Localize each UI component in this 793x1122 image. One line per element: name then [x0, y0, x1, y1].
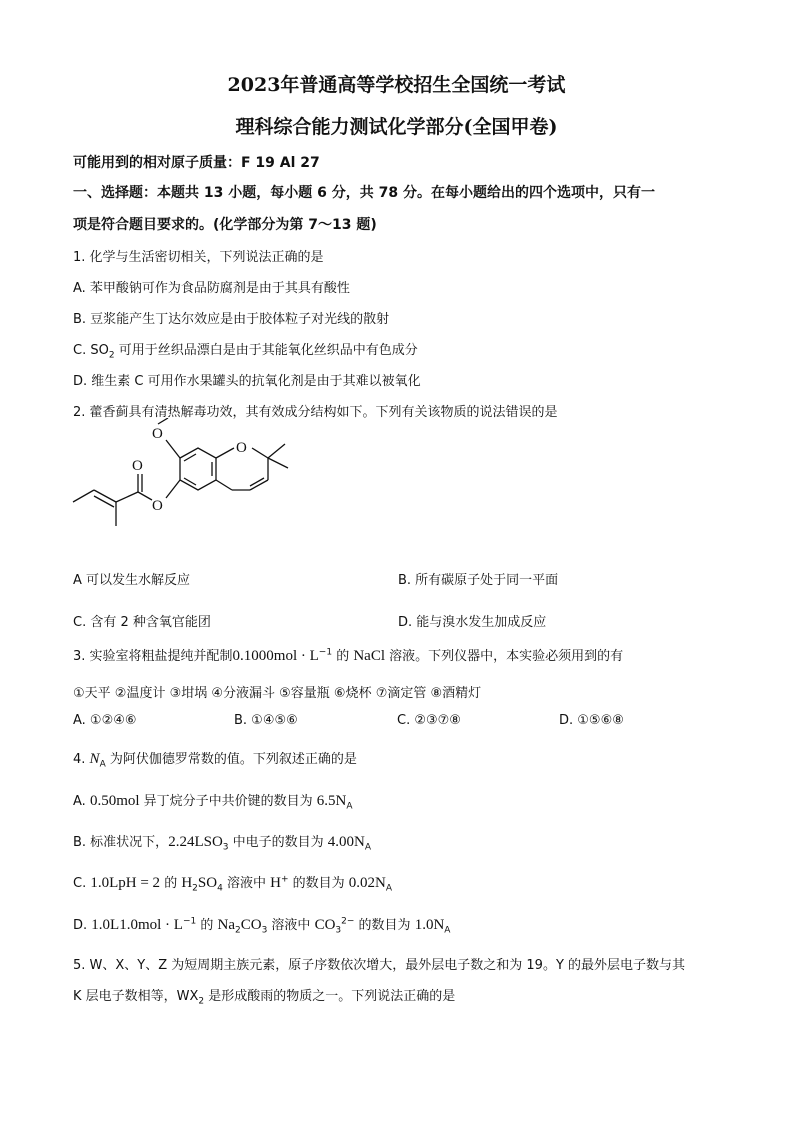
q4-d-co-sub: 3 — [261, 925, 268, 936]
q3-option-d: D. ①⑤⑥⑧ — [559, 713, 624, 728]
q4-c-mid3: 的数目为 — [288, 876, 349, 891]
q4-a-amount: 0.50mol — [89, 793, 140, 809]
q3-stem-mid: 的 — [332, 649, 354, 664]
q4-d-co: CO — [240, 917, 262, 933]
methyl-bond — [158, 418, 168, 424]
q4-d-amount-sup: −1 — [182, 916, 197, 927]
terminal-methyl — [73, 490, 94, 502]
gem-methyl-2 — [268, 458, 288, 468]
q3-concentration: 0.1000mol · L — [232, 648, 319, 664]
ester-o-label: O — [152, 498, 163, 514]
ester-ring-bond — [166, 480, 180, 498]
q1-option-d: D. 维生素 C 可用作水果罐头的抗氧化剂是由于其难以被氧化 — [73, 374, 421, 389]
q1-option-a: A. 苯甲酸钠可作为食品防腐剂是由于其具有酸性 — [73, 281, 350, 296]
q4-b-mid: 中电子的数目为 — [228, 835, 328, 850]
q3-instruments: ①天平 ②温度计 ③坩埚 ④分液漏斗 ⑤容量瓶 ⑥烧杯 ⑦滴定管 ⑧酒精灯 — [73, 686, 482, 701]
q2-option-b: B. 所有碳原子处于同一平面 — [398, 573, 559, 588]
q4-b-value-sub: A — [364, 842, 372, 853]
q2-option-a: A 可以发生水解反应 — [73, 573, 191, 588]
pyran-double-bond — [250, 478, 264, 486]
q4-b-amount-sub: 3 — [222, 842, 229, 853]
q2-option-c: C. 含有 2 种含氧官能团 — [73, 615, 211, 630]
q4-d-carbonate: CO — [314, 917, 336, 933]
ester-o-c-bond — [138, 492, 152, 500]
q4-d-na: Na — [217, 917, 235, 933]
q4-c-hplus: H — [270, 875, 281, 891]
q4-stem — [73, 748, 357, 770]
q3-stem-suffix: 溶液。下列仪器中，本实验必须用到的有 — [385, 649, 624, 664]
q4-d-na-sub: 2 — [234, 925, 241, 936]
q4-c-so-sub: 4 — [217, 883, 223, 894]
pyran-bond-1 — [216, 448, 234, 458]
methoxy-ring-bond — [166, 440, 180, 458]
q4-na-sub: A — [99, 759, 106, 770]
q4-c-condition: 1.0LpH = 2 — [90, 875, 161, 891]
q5-line2-sub: 2 — [198, 996, 205, 1007]
gem-methyl-1 — [268, 444, 285, 458]
q5-line2-suffix: 是形成酸雨的物质之一。下列说法正确的是 — [204, 989, 456, 1004]
q4-b-prefix: B. 标准状况下， — [73, 835, 169, 850]
q4-stem-prefix: 4. — [73, 752, 90, 767]
q2-option-d: D. 能与溴水发生加成反应 — [398, 615, 547, 630]
q4-option-b — [73, 831, 371, 853]
alkene-double-2 — [94, 496, 114, 507]
q4-d-prefix: D. — [73, 918, 92, 933]
q4-d-carbonate-sub: 3 — [335, 925, 342, 936]
q5-stem-line1: 5. W、X、Y、Z 为短周期主族元素，原子序数依次增大，最外层电子数之和为 19。Y 的最外层电子数与其 — [73, 958, 686, 973]
q5-stem-line2 — [73, 985, 455, 1007]
q4-a-value-sub: A — [346, 801, 353, 812]
q1-stem: 1. 化学与生活密切相关，下列说法正确的是 — [73, 250, 324, 265]
q4-c-prefix: C. — [73, 876, 91, 891]
section1-instruction-line1: 一、选择题：本题共 13 小题，每小题 6 分，共 78 分。在每小题给出的四个选项中，只有一 — [73, 185, 655, 201]
q5-line2-prefix: K 层电子数相等，WX — [73, 989, 199, 1004]
alkene-c-bond — [116, 492, 138, 502]
q4-c-h-sub: 2 — [192, 883, 198, 894]
q1-c-prefix: C. SO — [73, 343, 109, 358]
pyran-bond-6 — [216, 480, 232, 490]
q3-stem — [73, 645, 623, 665]
q4-c-value-sub: A — [385, 883, 393, 894]
q3-option-b: B. ①④⑤⑥ — [234, 713, 298, 728]
methoxy-o-label: O — [152, 426, 163, 442]
q4-na-symbol: N — [89, 751, 100, 767]
q4-c-h: H — [181, 875, 193, 891]
q4-a-prefix: A. — [73, 794, 90, 809]
q4-d-mid1: 的 — [196, 918, 218, 933]
q1-c-sub: 2 — [108, 350, 115, 361]
q4-b-value: 4.00N — [327, 834, 365, 850]
q3-option-c: C. ②③⑦⑧ — [397, 713, 461, 728]
alkene-double-1 — [94, 490, 116, 502]
q4-d-mid2: 溶液中 — [267, 918, 315, 933]
q4-c-hplus-sup: + — [280, 874, 289, 885]
q4-c-mid2: 溶液中 — [222, 876, 271, 891]
section1-instruction-line2: 项是符合题目要求的。(化学部分为第 7～13 题) — [73, 217, 377, 233]
q4-a-mid: 异丁烷分子中共价键的数目为 — [139, 794, 317, 809]
q3-concentration-sup: −1 — [318, 647, 333, 658]
q4-stem-suffix: 为阿伏伽德罗常数的值。下列叙述正确的是 — [105, 752, 357, 767]
q4-c-value: 0.02N — [348, 875, 386, 891]
q3-option-a: A. ①②④⑥ — [73, 713, 137, 728]
q4-c-so: SO — [197, 875, 218, 891]
q4-d-amount: 1.0L1.0mol · L — [91, 917, 183, 933]
q3-nacl: NaCl — [353, 648, 386, 664]
q1-option-c — [73, 339, 418, 361]
q1-c-rest: 可用于丝织品漂白是由于其能氧化丝织品中有色成分 — [114, 343, 418, 358]
q4-option-d — [73, 914, 450, 936]
exam-subtitle: 理科综合能力测试化学部分(全国甲卷) — [235, 116, 558, 138]
q4-d-value-sub: A — [444, 925, 451, 936]
q4-b-amount: 2.24LSO — [168, 834, 223, 850]
atomic-mass-note: 可能用到的相对原子质量：F 19 Al 27 — [73, 155, 320, 171]
q1-option-b: B. 豆浆能产生丁达尔效应是由于胶体粒子对光线的散射 — [73, 312, 390, 327]
q4-d-value: 1.0N — [414, 917, 445, 933]
q2-stem: 2. 藿香蓟具有清热解毒功效，其有效成分结构如下。下列有关该物质的说法错误的是 — [73, 405, 558, 420]
exam-title: 2023年普通高等学校招生全国统一考试 — [227, 74, 566, 96]
q3-stem-prefix: 3. 实验室将粗盐提纯并配制 — [73, 649, 233, 664]
pyran-bond-2 — [252, 448, 268, 458]
benzene-ring — [180, 448, 216, 490]
carbonyl-o-label: O — [132, 458, 143, 474]
q4-c-mid1: 的 — [160, 876, 182, 891]
pyran-o-label: O — [236, 440, 247, 456]
chemical-structure-diagram — [70, 418, 300, 538]
q4-d-mid3: 的数目为 — [354, 918, 415, 933]
q4-d-carbonate-sup: 2− — [341, 916, 355, 927]
q4-option-a — [73, 790, 353, 812]
q4-a-value: 6.5N — [316, 793, 347, 809]
q4-option-c — [73, 872, 392, 894]
